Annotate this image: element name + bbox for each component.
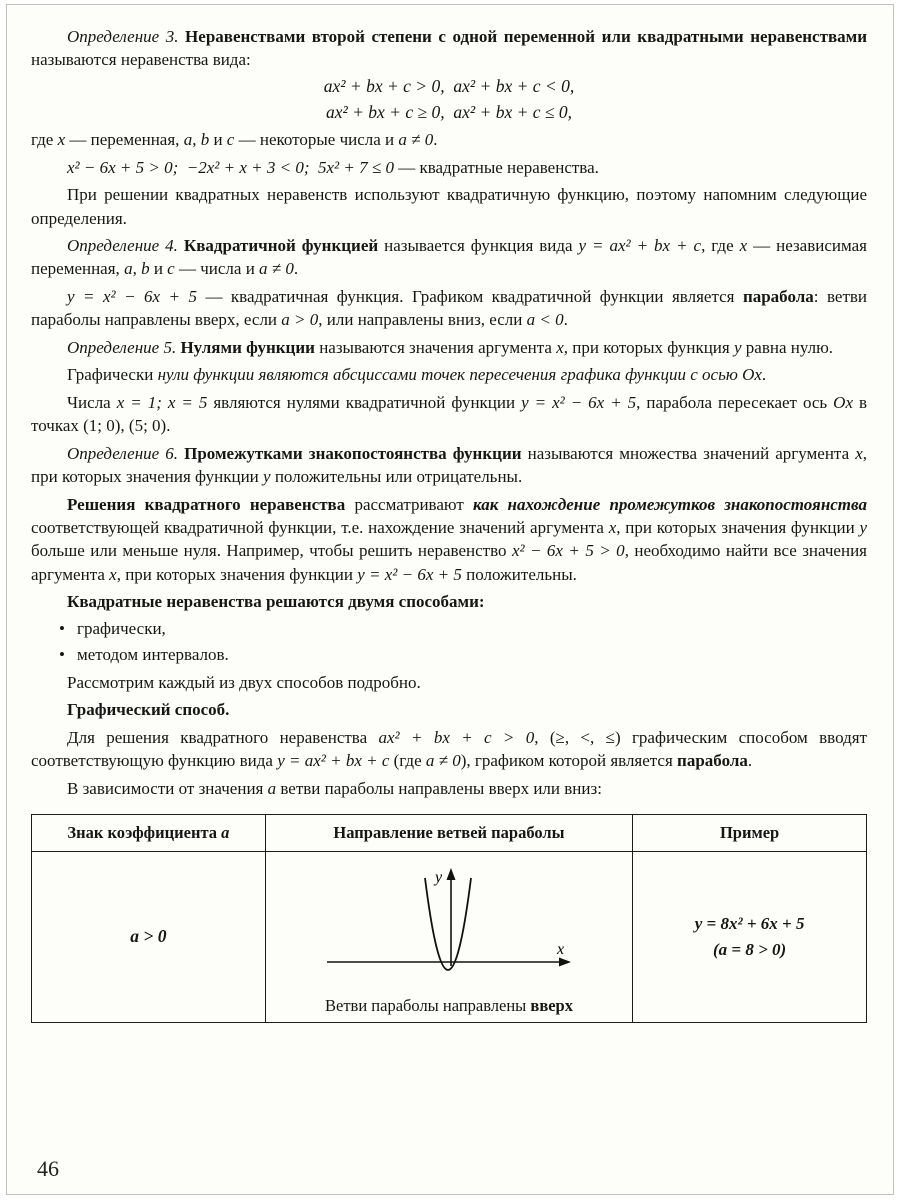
text-run: ax² + bx + c > 0, ax² + bx + c < 0, — [323, 75, 575, 96]
text-run: больше или меньше нуля. Например, чтобы решить неравенство — [31, 541, 512, 561]
paragraph — [31, 442, 867, 489]
text-run: c — [226, 130, 235, 150]
table-header-coefficient-sign — [32, 814, 266, 851]
text-run: y = ax² + bx + c — [578, 236, 702, 255]
text-run: в точках (1; 0), (5; 0). — [31, 392, 868, 436]
text-run: . — [747, 751, 753, 771]
paragraph — [31, 156, 867, 179]
table-row — [32, 851, 867, 1022]
text-run: a < 0 — [526, 310, 564, 330]
page-number: 46 — [37, 1156, 59, 1181]
text-run: как нахождение промежутков знакопостоянства — [473, 494, 868, 514]
parabola-direction-table — [31, 814, 867, 1023]
graph-caption — [270, 996, 628, 1016]
text-run: x² − 6x + 5 > 0 — [511, 541, 625, 561]
text-run: где — [31, 130, 58, 150]
text-run: x — [109, 564, 117, 584]
text-run: методом интервалов. — [77, 645, 229, 665]
text-run: парабола — [677, 751, 748, 771]
text-run: — переменная, — [65, 130, 184, 150]
text-run: ветви параболы направлены вверх или вниз: — [276, 778, 602, 798]
text-run: — числа и — [174, 259, 260, 279]
caption-direction: вверх — [530, 995, 573, 1015]
text-run: Числа — [67, 392, 117, 412]
formula-line — [31, 100, 867, 124]
text-run: : ветви параболы направлены вверх, если — [31, 286, 867, 330]
text-run: , необходимо найти все значения аргумента — [31, 541, 867, 584]
book-page — [6, 4, 894, 1195]
text-run: , парабола пересекает ось — [636, 392, 834, 412]
text-run: (где — [389, 751, 426, 771]
text-run: ), графиком которой является — [460, 751, 678, 771]
text-run: Неравенствами второй степени с одной переменной или квадратными неравенствами — [185, 27, 867, 46]
formula-line — [31, 74, 867, 98]
text-run: y — [859, 517, 867, 537]
y-axis-arrow-icon — [446, 868, 455, 880]
example-cell — [633, 851, 867, 1022]
text-run: , при которых функция — [563, 337, 734, 357]
bullet-icon: • — [59, 618, 65, 638]
header-text: Знак коэффициента — [67, 822, 222, 842]
text-run: , или направлены вниз, если — [318, 310, 527, 330]
paragraph — [31, 590, 867, 613]
text-run: рассматривают — [345, 494, 474, 514]
text-run: Определение 3. — [67, 27, 186, 46]
text-run: — квадратичная функция. Графиком квадратичной функции является — [196, 286, 743, 306]
text-run: y = x² − 6x + 5 — [521, 392, 637, 412]
text-run: y = ax² + bx + c — [277, 751, 390, 771]
text-run: y = x² − 6x + 5 — [67, 286, 197, 306]
text-run: соответствующей квадратичной функции, т.е. нахождение значений аргумента — [31, 517, 609, 537]
text-run: Определение 5. — [67, 337, 181, 357]
header-variable: a — [221, 822, 230, 842]
text-run: ax² + bx + c > 0 — [378, 727, 535, 747]
text-run: и — [149, 259, 168, 279]
text-run: Определение 4. — [67, 236, 184, 255]
paragraph — [31, 391, 867, 438]
text-run: b — [141, 259, 150, 279]
text-run: парабола — [742, 286, 814, 306]
text-run: . — [761, 365, 767, 385]
text-run: x — [739, 236, 748, 255]
text-run: называются значения аргумента — [314, 337, 557, 357]
x-axis-arrow-icon — [559, 957, 571, 966]
text-run: a — [183, 130, 193, 150]
text-run: называется функция вида — [378, 236, 579, 255]
text-run: y = x² − 6x + 5 — [357, 564, 462, 584]
paragraph — [31, 234, 867, 281]
paragraph — [31, 493, 867, 587]
caption-text: Ветви параболы направлены — [325, 995, 531, 1015]
paragraph — [31, 363, 867, 386]
text-run: x — [855, 443, 863, 463]
text-run: Нулями функции — [180, 337, 315, 357]
list-item — [31, 617, 867, 640]
paragraph — [31, 285, 867, 332]
text-run: графически, — [77, 618, 166, 638]
x-axis-label: x — [556, 940, 565, 958]
paragraph — [31, 183, 867, 230]
text-run: x — [556, 337, 564, 357]
text-run: , — [192, 130, 201, 150]
text-run: Рассмотрим каждый из двух способов подробно. — [67, 672, 421, 692]
text-run: называются неравенства вида: — [31, 50, 251, 70]
text-run: ax² + bx + c ≥ 0, ax² + bx + c ≤ 0, — [325, 102, 573, 123]
coefficient-condition: a > 0 — [130, 926, 167, 947]
parabola-curve — [425, 878, 471, 970]
text-run: y — [263, 467, 271, 487]
example-function: y = 8x² + 6x + 5 — [694, 914, 805, 934]
text-run: x — [608, 517, 617, 537]
text-run: a — [124, 259, 133, 279]
text-run: . — [433, 130, 438, 150]
text-run: , — [132, 259, 142, 279]
text-run: Промежутками знакопостоянства функции — [184, 443, 522, 463]
text-run: . — [293, 259, 299, 279]
text-run: , при которых значения функции — [31, 443, 867, 487]
paragraph — [31, 698, 867, 721]
coefficient-condition-cell — [32, 851, 266, 1022]
example-condition: (a = 8 > 0) — [712, 939, 787, 959]
text-run: — квадратные неравенства. — [393, 157, 599, 177]
text-run: нули функции являются абсциссами точек пересечения графика функции с осью Ox — [157, 365, 762, 385]
text-run: . — [563, 310, 568, 330]
text-run: Квадратные неравенства решаются двумя способами: — [67, 592, 485, 612]
text-run: — некоторые числа и — [234, 130, 399, 150]
text-run: x — [57, 130, 66, 150]
text-run: равна нулю. — [741, 337, 834, 357]
text-run: При решении квадратных неравенств используют квадратичную функцию, поэтому напомним следующие определения. — [31, 185, 867, 228]
parabola-up-graph — [309, 866, 589, 994]
paragraph — [31, 128, 867, 151]
text-run: положительны или отрицательны. — [270, 467, 523, 487]
y-axis-label: y — [434, 868, 443, 886]
paragraph — [31, 336, 867, 359]
text-run: Ox — [833, 392, 853, 412]
paragraph — [31, 777, 867, 800]
paragraph — [31, 726, 867, 773]
text-run: Квадратичной функцией — [183, 236, 379, 255]
text-run: положительны. — [461, 564, 577, 584]
text-run: Графически — [67, 365, 158, 385]
parabola-graph-cell — [265, 851, 632, 1022]
text-run: , (≥, <, ≤) графическим способом вводят соответствующую функцию вида — [31, 727, 868, 771]
bullet-icon: • — [59, 645, 65, 665]
text-run: a ≠ 0 — [259, 259, 294, 279]
text-run: Определение 6. — [67, 443, 185, 463]
text-run: В зависимости от значения — [67, 778, 268, 798]
text-run: , при которых значения функции — [116, 564, 358, 584]
text-run: — независимая переменная, — [31, 236, 867, 279]
text-run: a — [267, 778, 277, 798]
text-run: a ≠ 0 — [398, 130, 434, 150]
text-run: являются нулями квадратичной функции — [207, 392, 522, 412]
text-run: a > 0 — [281, 310, 319, 330]
list-item — [31, 643, 867, 666]
text-run: , при которых значения функции — [616, 517, 860, 537]
text-run: y — [733, 337, 742, 357]
paragraph — [31, 25, 867, 72]
text-run: называются множества значений аргумента — [521, 443, 856, 463]
table-header-row — [32, 814, 867, 851]
text-run: Графический способ. — [67, 700, 230, 720]
text-run: x = 1; x = 5 — [116, 392, 208, 412]
table-header-example: Пример — [633, 814, 867, 851]
paragraph — [31, 671, 867, 694]
text-run: , где — [701, 236, 740, 255]
table-header-branch-direction: Направление ветвей параболы — [265, 814, 632, 851]
text-run: c — [167, 259, 175, 279]
text-run: a ≠ 0 — [425, 751, 461, 771]
text-run: Для решения квадратного неравенства — [67, 727, 379, 747]
text-run: b — [200, 130, 210, 150]
text-run: и — [209, 130, 227, 150]
text-run: Решения квадратного неравенства — [67, 494, 346, 514]
text-run: x² − 6x + 5 > 0; −2x² + x + 3 < 0; 5x² + 7 ≤ 0 — [67, 157, 394, 177]
document-body — [31, 25, 867, 800]
